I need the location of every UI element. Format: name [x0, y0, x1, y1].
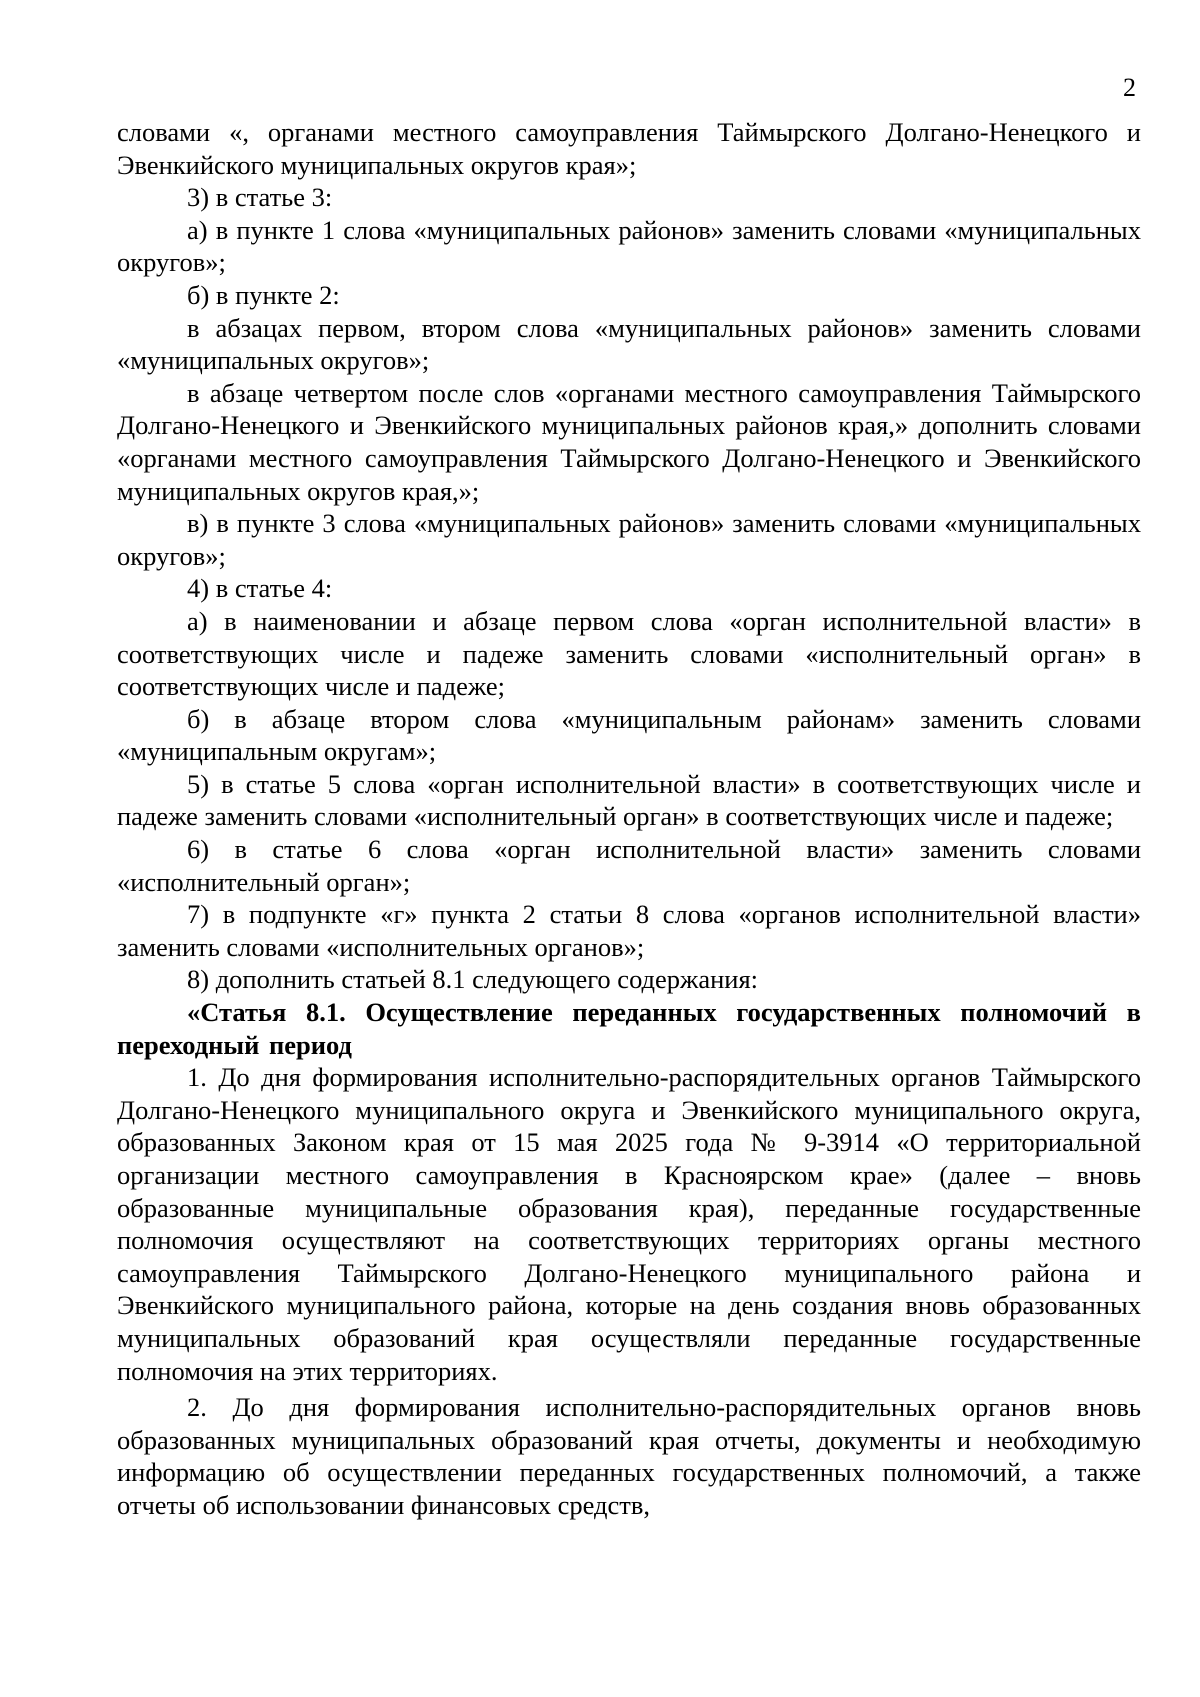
item-3a: а) в пункте 1 слова «муниципальных районов» заменить словами «муниципальных округов»;: [117, 214, 1141, 278]
article-8-1-part-2: 2. До дня формирования исполнительно-распорядительных органов вновь образованных муниципальных образований края отчеты, документы и необходимую информацию об осуществлении переданных государственных полномочий, а также отчеты об использовании финансовых средств,: [117, 1392, 1141, 1520]
item-4-heading: 4) в статье 4:: [187, 573, 333, 604]
document-body: [117, 116, 1141, 1522]
item-4b: б) в абзаце втором слова «муниципальным районам» заменить словами «муниципальным округам»;: [117, 703, 1141, 767]
item-6: 6) в статье 6 слова «орган исполнительной власти» заменить словами «исполнительный орган»;: [117, 834, 1141, 897]
article-8-1-part-1: 1. До дня формирования исполнительно-распорядительных органов Таймырского Долгано-Ненецкого муниципального округа и Эвенкийского муниципального округа, образованных Законом края от 15 мая 2025 года № 9-3914 «О территориальной организации местного самоуправления в Красноярском крае» (далее – вновь образованные муниципальные образования края), переданные государственные полномочия осуществляют на соответствующих территориях органы местного самоуправления Таймырского Долгано-Ненецкого муниципального района и Эвенкийского муниципального района, которые на день создания вновь образованных муниципальных образований края осуществляли переданные государственные полномочия на этих территориях.: [117, 1062, 1141, 1386]
item-3-heading: 3) в статье 3:: [187, 182, 333, 213]
item-4a: а) в наименовании и абзаце первом слова «орган исполнительной власти» в соответствующих числе и падеже заменить словами «исполнительный орган» в соответствующих числе и падеже;: [117, 605, 1141, 702]
item-3b-para-1: в абзацах первом, втором слова «муниципальных районов» заменить словами «муниципальных округов»;: [117, 312, 1141, 376]
paragraph-continuation: словами «, органами местного самоуправления Таймырского Долгано-Ненецкого и Эвенкийского муниципальных округов края»;: [117, 117, 1141, 180]
item-3c: в) в пункте 3 слова «муниципальных районов» заменить словами «муниципальных округов»;: [117, 508, 1141, 571]
item-5: 5) в статье 5 слова «орган исполнительной власти» в соответствующих числе и падеже заменить словами «исполнительный орган» в соответствующих числе и падеже;: [117, 768, 1141, 832]
item-8: 8) дополнить статьей 8.1 следующего содержания:: [187, 964, 759, 995]
article-8-1-title: «Статья 8.1. Осуществление переданных государственных полномочий в переходный период: [117, 997, 1141, 1060]
item-3b-para-2: в абзаце четвертом после слов «органами местного самоуправления Таймырского Долгано-Ненецкого и Эвенкийского муниципальных районов края,» дополнить словами «органами местного самоуправления Таймырского Долгано-Ненецкого и Эвенкийского муниципальных округов края,»;: [117, 377, 1141, 506]
item-3b-heading: б) в пункте 2:: [187, 279, 340, 310]
item-7: 7) в подпункте «г» пункта 2 статьи 8 слова «органов исполнительной власти» заменить словами «исполнительных органов»;: [117, 899, 1141, 962]
page-number: 2: [1123, 73, 1136, 102]
